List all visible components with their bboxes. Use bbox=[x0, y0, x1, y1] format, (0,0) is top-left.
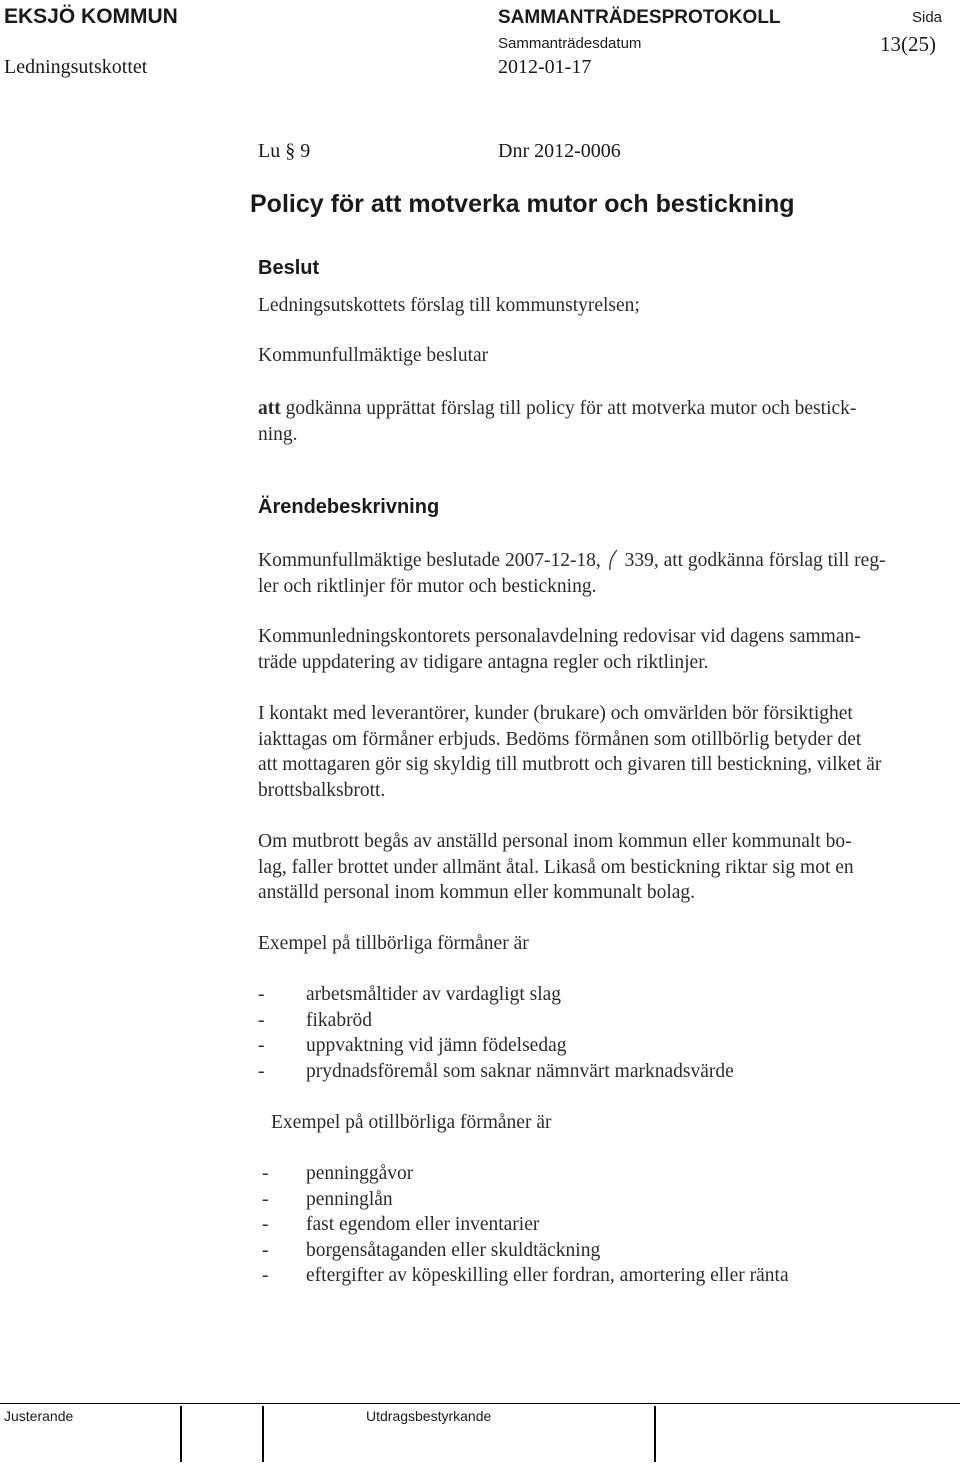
desc-p2-line2: träde uppdatering av tidigare antagna regler och riktlinjer. bbox=[258, 652, 709, 673]
justerande-label: Justerande bbox=[4, 1408, 74, 1424]
desc-p4-line1: Om mutbrott begås av anställd personal inom kommun eller kommunalt bo- bbox=[258, 831, 852, 852]
dnr-number: Dnr 2012-0006 bbox=[498, 140, 621, 162]
decision-heading: Beslut bbox=[258, 257, 320, 279]
description-heading: Ärendebeskrivning bbox=[258, 496, 440, 518]
desc-p1-line1-a: Kommunfullmäktige beslutade 2007-12-18, bbox=[258, 550, 601, 571]
footer-divider bbox=[0, 1403, 960, 1404]
decision-att-text-2: ning. bbox=[258, 424, 298, 445]
committee-name: Ledningsutskottet bbox=[4, 56, 148, 78]
desc-p3-line4: brottsbalksbrott. bbox=[258, 780, 386, 801]
allowed-heading: Exempel på tillbörliga förmåner är bbox=[258, 933, 529, 954]
council-decides: Kommunfullmäktige beslutar bbox=[258, 345, 489, 366]
desc-p3-line2: iakttagas om förmåner erbjuds. Bedöms förmånen som otillbörlig betyder det bbox=[258, 729, 862, 750]
section-mark-icon bbox=[606, 548, 620, 574]
desc-p3-line3: att mottagaren gör sig skyldig till mutbrott och givaren till bestickning, vilket är bbox=[258, 754, 882, 775]
signature-box-divider bbox=[262, 1406, 264, 1462]
decision-att-text-1: godkänna upprättat förslag till policy för att motverka mutor och bestick- bbox=[285, 398, 857, 419]
signature-box-divider bbox=[654, 1406, 656, 1462]
desc-p4-line2: lag, faller brottet under allmänt åtal. Likaså om bestickning riktar sig mot en bbox=[258, 857, 854, 878]
desc-p1-line1-b: 339, att godkänna förslag till reg- bbox=[624, 550, 886, 571]
meeting-date: 2012-01-17 bbox=[498, 56, 592, 78]
municipality-name: EKSJÖ KOMMUN bbox=[4, 5, 178, 28]
desc-p1-line1 bbox=[258, 548, 886, 574]
item-prefix: Lu bbox=[258, 140, 281, 162]
decision-intro: Ledningsutskottets förslag till kommunstyrelsen; bbox=[258, 295, 640, 316]
improper-heading: Exempel på otillbörliga förmåner är bbox=[271, 1112, 552, 1133]
att-word: att bbox=[258, 398, 281, 419]
page-title: Policy för att motverka mutor och bestickning bbox=[250, 190, 795, 218]
utdragsbestyrkande-label: Utdragsbestyrkande bbox=[366, 1408, 492, 1424]
item-reference bbox=[258, 140, 310, 163]
page-number: 13(25) bbox=[880, 32, 936, 56]
item-number: 9 bbox=[300, 140, 311, 162]
decision-att-line bbox=[258, 396, 856, 422]
signature-box-divider bbox=[180, 1406, 182, 1462]
desc-p4-line3: anställd personal inom kommun eller kommunalt bolag. bbox=[258, 882, 696, 903]
desc-p3-line1: I kontakt med leverantörer, kunder (brukare) och omvärlden bör försiktighet bbox=[258, 703, 853, 724]
desc-p1-line2: ler och riktlinjer för mutor och bestickning. bbox=[258, 576, 597, 597]
protocol-title: SAMMANTRÄDESPROTOKOLL bbox=[498, 7, 781, 28]
desc-p2-line1: Kommunledningskontorets personalavdelning redovisar vid dagens samman- bbox=[258, 626, 861, 647]
page-label: Sida bbox=[912, 9, 943, 26]
meeting-date-label: Sammanträdesdatum bbox=[498, 35, 642, 52]
section-symbol: § bbox=[285, 140, 296, 162]
